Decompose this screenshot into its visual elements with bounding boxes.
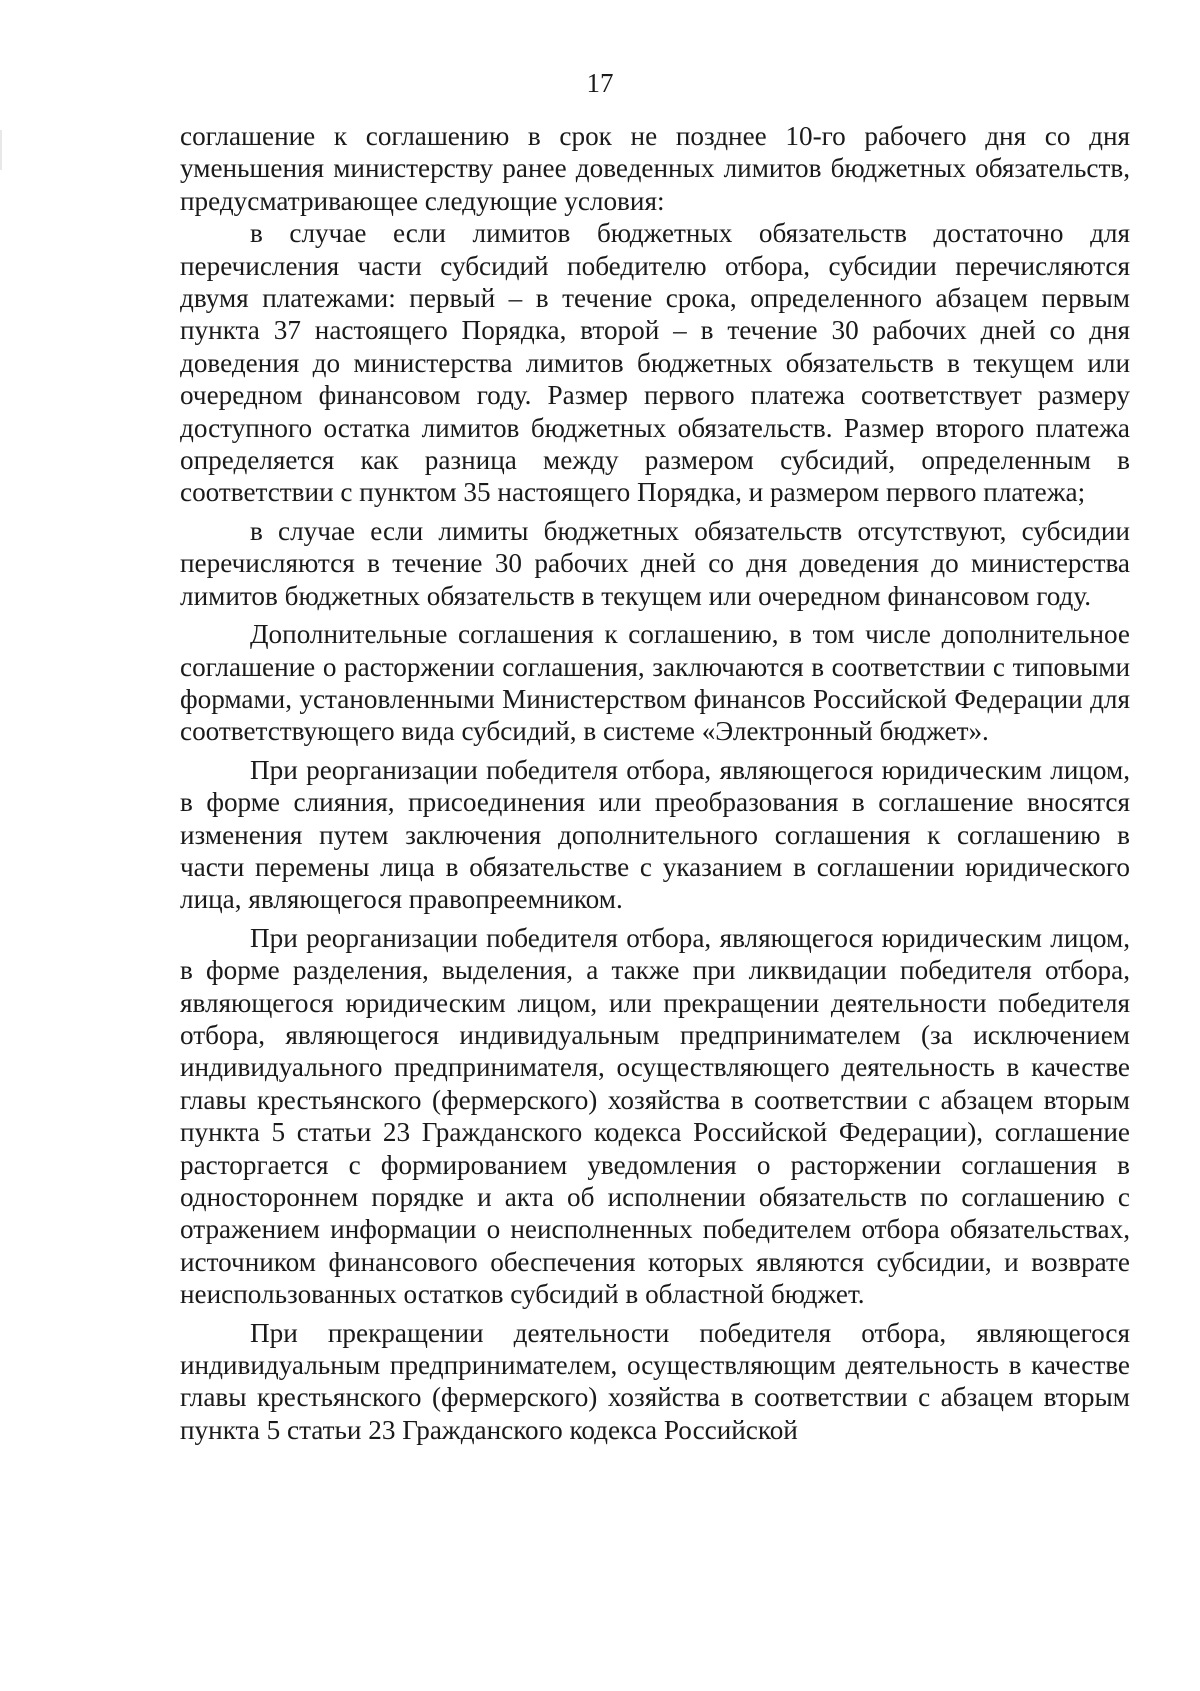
paragraph-termination-entrepreneur: При прекращении деятельности победителя отбора, являющегося индивидуальным предпринимателем, осуществляющим деятельность в качестве главы крестьянского (фермерского) хозяйства в соответствии с абзацем вторым пункта 5 статьи 23 Гражданского кодекса Российской bbox=[180, 1317, 1130, 1445]
paragraph-reorganization-merger: При реорганизации победителя отбора, являющегося юридическим лицом, в форме слияния, присоединения или преобразования в соглашение вносятся изменения путем заключения дополнительного соглашения к соглашению в части перемены лица в обязательстве с указанием в соглашении юридического лица, являющегося правопреемником. bbox=[180, 754, 1130, 915]
document-body bbox=[180, 120, 1130, 1446]
paragraph-reorganization-division: При реорганизации победителя отбора, являющегося юридическим лицом, в форме разделения, выделения, а также при ликвидации победителя отбора, являющегося юридическим лицом, или прекращении деятельности победителя отбора, являющегося индивидуальным предпринимателем (за исключением индивидуального предпринимателя, осуществляющего деятельность в качестве главы крестьянского (фермерского) хозяйства в соответствии с абзацем вторым пункта 5 статьи 23 Гражданского кодекса Российской Федерации), соглашение расторгается с формированием уведомления о расторжении соглашения в одностороннем порядке и акта об исполнении обязательств по соглашению с отражением информации о неисполненных победителем отбора обязательствах, источником финансового обеспечения которых являются субсидии, и возврате неиспользованных остатков субсидий в областной бюджет. bbox=[180, 922, 1130, 1310]
paragraph-condition-no-limits: в случае если лимиты бюджетных обязательств отсутствуют, субсидии перечисляются в течение 30 рабочих дней со дня доведения до министерства лимитов бюджетных обязательств в текущем или очередном финансовом году. bbox=[180, 515, 1130, 611]
page-number: 17 bbox=[586, 68, 614, 98]
paragraph-condition-sufficient-limits: в случае если лимитов бюджетных обязательств достаточно для перечисления части субсидий победителю отбора, субсидии перечисляются двумя платежами: первый – в течение срока, определенного абзацем первым пункта 37 настоящего Порядка, второй – в течение 30 рабочих дней со дня доведения до министерства лимитов бюджетных обязательств в текущем или очередном финансовом году. Размер первого платежа соответствует размеру доступного остатка лимитов бюджетных обязательств. Размер второго платежа определяется как разница между размером субсидий, определенным в соответствии с пунктом 35 настоящего Порядка, и размером первого платежа; bbox=[180, 218, 1130, 508]
paragraph-continuation: соглашение к соглашению в срок не позднее 10-го рабочего дня со дня уменьшения министерству ранее доведенных лимитов бюджетных обязательств, предусматривающее следующие условия: bbox=[180, 121, 1130, 216]
scan-margin-mark bbox=[0, 130, 2, 170]
paragraph-additional-agreements: Дополнительные соглашения к соглашению, в том числе дополнительное соглашение о расторжении соглашения, заключаются в соответствии с типовыми формами, установленными Министерством финансов Российской Федерации для соответствующего вида субсидий, в системе «Электронный бюджет». bbox=[180, 619, 1130, 747]
